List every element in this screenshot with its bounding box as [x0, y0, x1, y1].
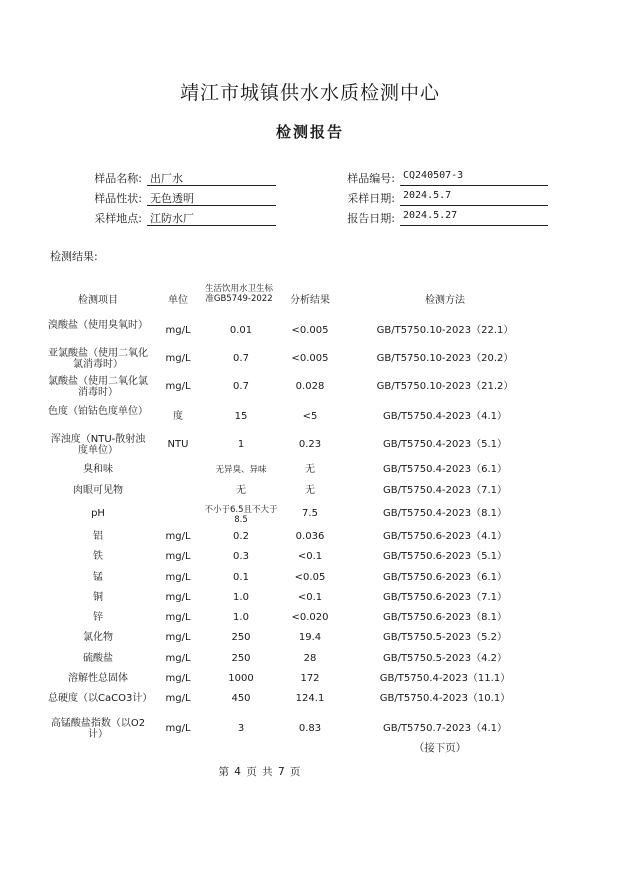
result-cell: <0.1 — [297, 592, 323, 603]
unit-cell: mg/L — [165, 653, 191, 664]
header-method: 检测方法 — [425, 295, 465, 306]
unit-cell: mg/L — [165, 325, 191, 336]
item-cell: 溴酸盐（使用臭氧时） — [48, 320, 148, 331]
method-cell: GB/T5750.10-2023（22.1） — [376, 325, 514, 336]
results-label: 检测结果: — [50, 250, 98, 263]
method-cell: GB/T5750.6-2023（5.1） — [382, 551, 508, 562]
unit-cell: mg/L — [165, 673, 191, 684]
table-row — [0, 528, 620, 546]
method-cell: GB/T5750.5-2023（5.2） — [382, 632, 508, 643]
header-unit: 单位 — [168, 295, 188, 306]
result-cell: 0.028 — [295, 381, 325, 392]
result-cell: <5 — [302, 411, 318, 422]
header-item: 检测项目 — [78, 295, 118, 306]
report-title: 检测报告 — [275, 123, 344, 141]
table-row — [0, 609, 620, 627]
standard-cell: 250 — [231, 632, 251, 643]
sample-state-value: 无色透明 — [147, 190, 276, 206]
table-row — [0, 629, 620, 647]
item-cell: 锌 — [93, 612, 103, 623]
result-cell: 无 — [305, 464, 315, 475]
result-cell: 7.5 — [302, 508, 318, 519]
standard-cell: 1.0 — [233, 612, 249, 623]
method-cell: GB/T5750.10-2023（21.2） — [376, 381, 514, 392]
sample-state-label: 样品性状: — [94, 192, 142, 205]
method-cell: GB/T5750.6-2023（4.1） — [382, 531, 508, 542]
item-cell: 亚氯酸盐（使用二氧化氯消毒时） — [48, 348, 148, 370]
item-cell: 硫酸盐 — [83, 653, 113, 664]
standard-cell: 0.7 — [233, 381, 249, 392]
result-cell: 0.036 — [295, 531, 325, 542]
item-cell: pH — [91, 508, 105, 519]
method-cell: GB/T5750.6-2023（8.1） — [382, 612, 508, 623]
method-cell: GB/T5750.4-2023（4.1） — [382, 411, 508, 422]
method-cell: GB/T5750.4-2023（11.1） — [379, 673, 511, 684]
method-cell: GB/T5750.5-2023（4.2） — [382, 653, 508, 664]
item-cell: 氯酸盐（使用二氧化氯消毒时） — [48, 376, 148, 398]
result-cell: <0.005 — [291, 353, 329, 364]
unit-cell: mg/L — [165, 612, 191, 623]
report-date-label: 报告日期: — [347, 212, 395, 225]
standard-cell: 15 — [234, 411, 248, 422]
standard-cell: 0.1 — [233, 572, 249, 583]
item-cell: 肉眼可见物 — [73, 485, 123, 496]
organization-title: 靖江市城镇供水水质检测中心 — [179, 82, 440, 104]
unit-cell: mg/L — [165, 572, 191, 583]
unit-cell: mg/L — [165, 632, 191, 643]
table-row — [0, 482, 620, 500]
item-cell: 铝 — [93, 531, 103, 542]
page-number: 第 4 页 共 7 页 — [218, 766, 302, 778]
item-cell: 锰 — [93, 572, 103, 583]
standard-cell: 450 — [231, 693, 251, 704]
standard-cell: 1 — [237, 439, 245, 450]
item-cell: 氯化物 — [83, 632, 113, 643]
unit-cell: mg/L — [165, 531, 191, 542]
method-cell: GB/T5750.6-2023（7.1） — [382, 592, 508, 603]
method-cell: GB/T5750.4-2023（7.1） — [382, 485, 508, 496]
sampling-date-value: 2024.5.7 — [400, 190, 548, 206]
item-cell: 铁 — [93, 551, 103, 562]
method-cell: GB/T5750.6-2023（6.1） — [382, 572, 508, 583]
method-cell: GB/T5750.4-2023（5.1） — [382, 439, 508, 450]
table-row — [0, 589, 620, 607]
table-row — [0, 716, 620, 742]
method-cell: GB/T5750.4-2023（8.1） — [382, 508, 508, 519]
standard-cell: 0.3 — [233, 551, 249, 562]
table-row — [0, 690, 620, 708]
sample-name-value: 出厂水 — [147, 170, 276, 186]
standard-cell: 无异臭、异味 — [215, 465, 267, 475]
table-row — [0, 650, 620, 668]
result-cell: 124.1 — [295, 693, 325, 704]
item-cell: 溶解性总固体 — [68, 673, 128, 684]
standard-cell: 不小于6.5且不大于8.5 — [204, 505, 278, 525]
sampling-date-label: 采样日期: — [347, 192, 395, 205]
unit-cell: mg/L — [165, 551, 191, 562]
standard-cell: 0.01 — [229, 325, 253, 336]
method-cell: GB/T5750.7-2023（4.1） — [382, 723, 508, 734]
method-cell: GB/T5750.4-2023（10.1） — [379, 693, 511, 704]
unit-cell: mg/L — [165, 353, 191, 364]
standard-cell: 3 — [237, 723, 245, 734]
header-result: 分析结果 — [290, 295, 330, 306]
result-cell: <0.05 — [294, 572, 326, 583]
item-cell: 总硬度（以CaCO3计） — [48, 693, 153, 704]
item-cell: 色度（铂钴色度单位） — [48, 406, 148, 417]
standard-cell: 无 — [236, 485, 246, 496]
item-cell: 浑浊度（NTU-散射浊度单位） — [50, 434, 146, 456]
header-standard: 生活饮用水卫生标准GB5749-2022 — [204, 284, 273, 304]
table-row — [0, 432, 620, 458]
table-row — [0, 374, 620, 400]
item-cell: 高锰酸盐指数（以O2计） — [50, 718, 146, 740]
result-cell: 0.23 — [298, 439, 322, 450]
result-cell: 无 — [305, 485, 315, 496]
standard-cell: 0.7 — [233, 353, 249, 364]
table-header — [0, 284, 620, 320]
unit-cell: 度 — [173, 411, 183, 422]
result-cell: <0.1 — [297, 551, 323, 562]
standard-cell: 1000 — [228, 673, 254, 684]
table-row — [0, 318, 620, 344]
sample-name-label: 样品名称: — [94, 172, 142, 185]
report-date-value: 2024.5.27 — [400, 210, 548, 226]
result-cell: 172 — [300, 673, 320, 684]
table-row — [0, 461, 620, 479]
result-cell: 28 — [303, 653, 317, 664]
result-cell: <0.020 — [291, 612, 329, 623]
table-row — [0, 670, 620, 688]
table-row — [0, 346, 620, 372]
standard-cell: 0.2 — [233, 531, 249, 542]
method-cell: GB/T5750.4-2023（6.1） — [382, 464, 508, 475]
unit-cell: NTU — [167, 439, 189, 450]
sampling-site-value: 江防水厂 — [147, 210, 276, 226]
item-cell: 铜 — [93, 592, 103, 603]
item-cell: 臭和味 — [83, 464, 113, 475]
table-row — [0, 404, 620, 430]
unit-cell: mg/L — [165, 592, 191, 603]
standard-cell: 1.0 — [233, 592, 249, 603]
sampling-site-label: 采样地点: — [94, 212, 142, 225]
table-row — [0, 569, 620, 587]
sample-no-value: CQ240507-3 — [400, 170, 548, 186]
result-cell: <0.005 — [291, 325, 329, 336]
method-cell: GB/T5750.10-2023（20.2） — [376, 353, 514, 364]
table-row — [0, 548, 620, 566]
result-cell: 0.83 — [298, 723, 322, 734]
sample-no-label: 样品编号: — [347, 172, 395, 185]
standard-cell: 250 — [231, 653, 251, 664]
unit-cell: mg/L — [165, 381, 191, 392]
unit-cell: mg/L — [165, 693, 191, 704]
table-row — [0, 503, 620, 525]
continued-note: （接下页） — [413, 742, 467, 754]
unit-cell: mg/L — [165, 723, 191, 734]
result-cell: 19.4 — [298, 632, 322, 643]
